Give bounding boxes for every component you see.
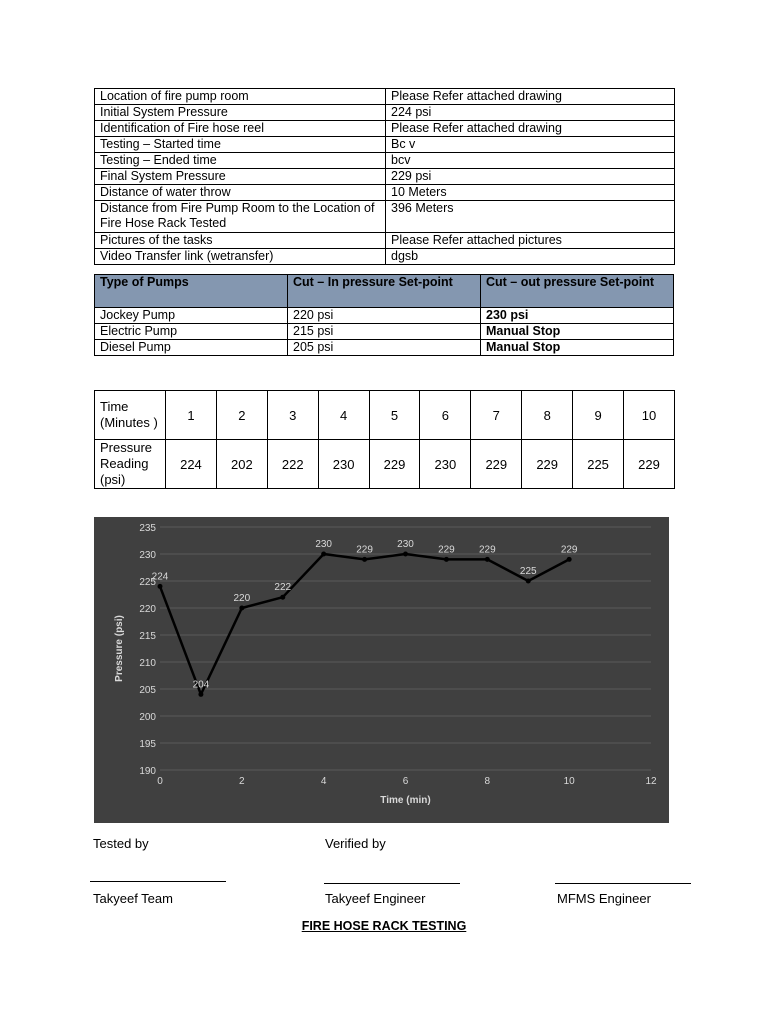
info-label: Distance from Fire Pump Room to the Location of Fire Hose Rack Tested [95, 201, 386, 233]
data-label: 229 [560, 544, 578, 556]
y-tick-label: 225 [139, 577, 156, 588]
y-axis-label: Pressure (psi) [114, 615, 125, 682]
pressure-chart [94, 517, 669, 823]
series-line [160, 554, 569, 694]
pump-setpoint-table [94, 274, 674, 356]
signature-line-mfms [555, 883, 691, 884]
time-cell: 2 [216, 391, 267, 440]
pressure-cell: 225 [573, 440, 624, 489]
info-value: Please Refer attached pictures [386, 233, 675, 249]
data-point [444, 557, 449, 562]
x-tick-label: 10 [563, 776, 575, 787]
x-tick-label: 12 [645, 776, 657, 787]
table-row [95, 137, 675, 153]
info-value: 396 Meters [386, 201, 675, 233]
data-label: 224 [151, 571, 169, 583]
data-point [239, 606, 244, 611]
pressure-label: Pressure Reading (psi) [95, 440, 166, 489]
data-label: 229 [356, 544, 373, 556]
data-label: 222 [274, 582, 292, 594]
y-tick-label: 235 [139, 523, 156, 534]
data-label: 230 [397, 539, 414, 550]
team-name: Takyeef Team [93, 891, 173, 906]
data-point [526, 579, 531, 584]
data-label: 229 [478, 544, 496, 556]
data-point [485, 557, 490, 562]
data-point [280, 595, 285, 600]
mfms-name: MFMS Engineer [557, 891, 651, 906]
pump-header-type: Type of Pumps [95, 275, 288, 308]
time-cell: 9 [573, 391, 624, 440]
time-cell: 1 [166, 391, 217, 440]
pump-header-cut-out: Cut – out pressure Set-point [481, 275, 674, 308]
time-cell: 3 [267, 391, 318, 440]
info-value: bcv [386, 153, 675, 169]
table-row [95, 169, 675, 185]
x-tick-label: 8 [484, 776, 491, 787]
y-tick-label: 205 [139, 685, 156, 696]
pressure-cell: 229 [369, 440, 420, 489]
time-row [95, 391, 675, 440]
info-value: 224 psi [386, 105, 675, 121]
y-tick-label: 220 [139, 604, 156, 615]
table-row [95, 324, 674, 340]
pressure-cell: 229 [471, 440, 522, 489]
data-point [403, 552, 408, 557]
data-label: 230 [315, 539, 333, 550]
pressure-cell: 230 [420, 440, 471, 489]
table-row [95, 185, 675, 201]
pump-table-header [95, 275, 674, 308]
data-point [158, 584, 163, 589]
data-point [321, 552, 326, 557]
pump-cut-in: 220 psi [288, 308, 481, 324]
table-row [95, 340, 674, 356]
info-label: Identification of Fire hose reel [95, 121, 386, 137]
data-point [567, 557, 572, 562]
time-cell: 7 [471, 391, 522, 440]
y-tick-label: 210 [139, 658, 156, 669]
pump-cut-in: 205 psi [288, 340, 481, 356]
pump-cut-out: Manual Stop [481, 340, 674, 356]
info-label: Final System Pressure [95, 169, 386, 185]
time-cell: 10 [624, 391, 675, 440]
y-tick-label: 195 [139, 739, 156, 750]
signature-line-team [90, 881, 226, 882]
table-row [95, 153, 675, 169]
info-value: Please Refer attached drawing [386, 121, 675, 137]
time-cell: 5 [369, 391, 420, 440]
info-value: dgsb [386, 249, 675, 265]
table-row [95, 233, 675, 249]
data-label: 220 [233, 593, 251, 604]
y-tick-label: 190 [139, 766, 156, 777]
pressure-cell: 229 [624, 440, 675, 489]
pump-name: Jockey Pump [95, 308, 288, 324]
x-tick-label: 4 [320, 776, 327, 787]
signature-line-engineer [324, 883, 460, 884]
y-tick-label: 215 [139, 631, 156, 642]
document-title: FIRE HOSE RACK TESTING [301, 919, 467, 933]
verified-by-label: Verified by [325, 836, 386, 851]
data-point [198, 692, 203, 697]
info-label: Pictures of the tasks [95, 233, 386, 249]
table-row [95, 308, 674, 324]
pump-name: Diesel Pump [95, 340, 288, 356]
info-table [94, 88, 675, 265]
engineer-name: Takyeef Engineer [325, 891, 426, 906]
table-row [95, 89, 675, 105]
info-value: 10 Meters [386, 185, 675, 201]
info-value: Please Refer attached drawing [386, 89, 675, 105]
pump-name: Electric Pump [95, 324, 288, 340]
time-cell: 6 [420, 391, 471, 440]
table-row [95, 105, 675, 121]
data-label: 229 [438, 544, 455, 556]
table-row [95, 201, 675, 233]
time-label: Time (Minutes ) [95, 391, 166, 440]
x-axis-label: Time (min) [380, 795, 431, 806]
info-label: Location of fire pump room [95, 89, 386, 105]
x-tick-label: 6 [402, 776, 409, 787]
info-value: 229 psi [386, 169, 675, 185]
data-point [362, 557, 367, 562]
info-label: Testing – Started time [95, 137, 386, 153]
time-cell: 8 [522, 391, 573, 440]
table-row [95, 121, 675, 137]
info-label: Initial System Pressure [95, 105, 386, 121]
pressure-cell: 229 [522, 440, 573, 489]
tested-by-label: Tested by [93, 836, 149, 851]
pressure-chart-svg [94, 517, 669, 823]
pressure-cell: 224 [166, 440, 217, 489]
x-tick-label: 2 [239, 776, 245, 787]
data-label: 225 [519, 566, 537, 577]
data-label: 204 [192, 679, 210, 691]
pump-cut-out: Manual Stop [481, 324, 674, 340]
x-tick-label: 0 [157, 776, 163, 787]
pressure-cell: 230 [318, 440, 369, 489]
time-cell: 4 [318, 391, 369, 440]
info-label: Testing – Ended time [95, 153, 386, 169]
info-value: Bc v [386, 137, 675, 153]
pressure-row [95, 440, 675, 489]
pump-cut-out: 230 psi [481, 308, 674, 324]
pressure-reading-table [94, 390, 675, 489]
y-tick-label: 230 [139, 550, 156, 561]
pressure-cell: 202 [216, 440, 267, 489]
pump-cut-in: 215 psi [288, 324, 481, 340]
pump-header-cut-in: Cut – In pressure Set-point [288, 275, 481, 308]
info-label: Video Transfer link (wetransfer) [95, 249, 386, 265]
info-label: Distance of water throw [95, 185, 386, 201]
pressure-cell: 222 [267, 440, 318, 489]
y-tick-label: 200 [139, 712, 156, 723]
document-title-wrap [0, 919, 768, 933]
table-row [95, 249, 675, 265]
